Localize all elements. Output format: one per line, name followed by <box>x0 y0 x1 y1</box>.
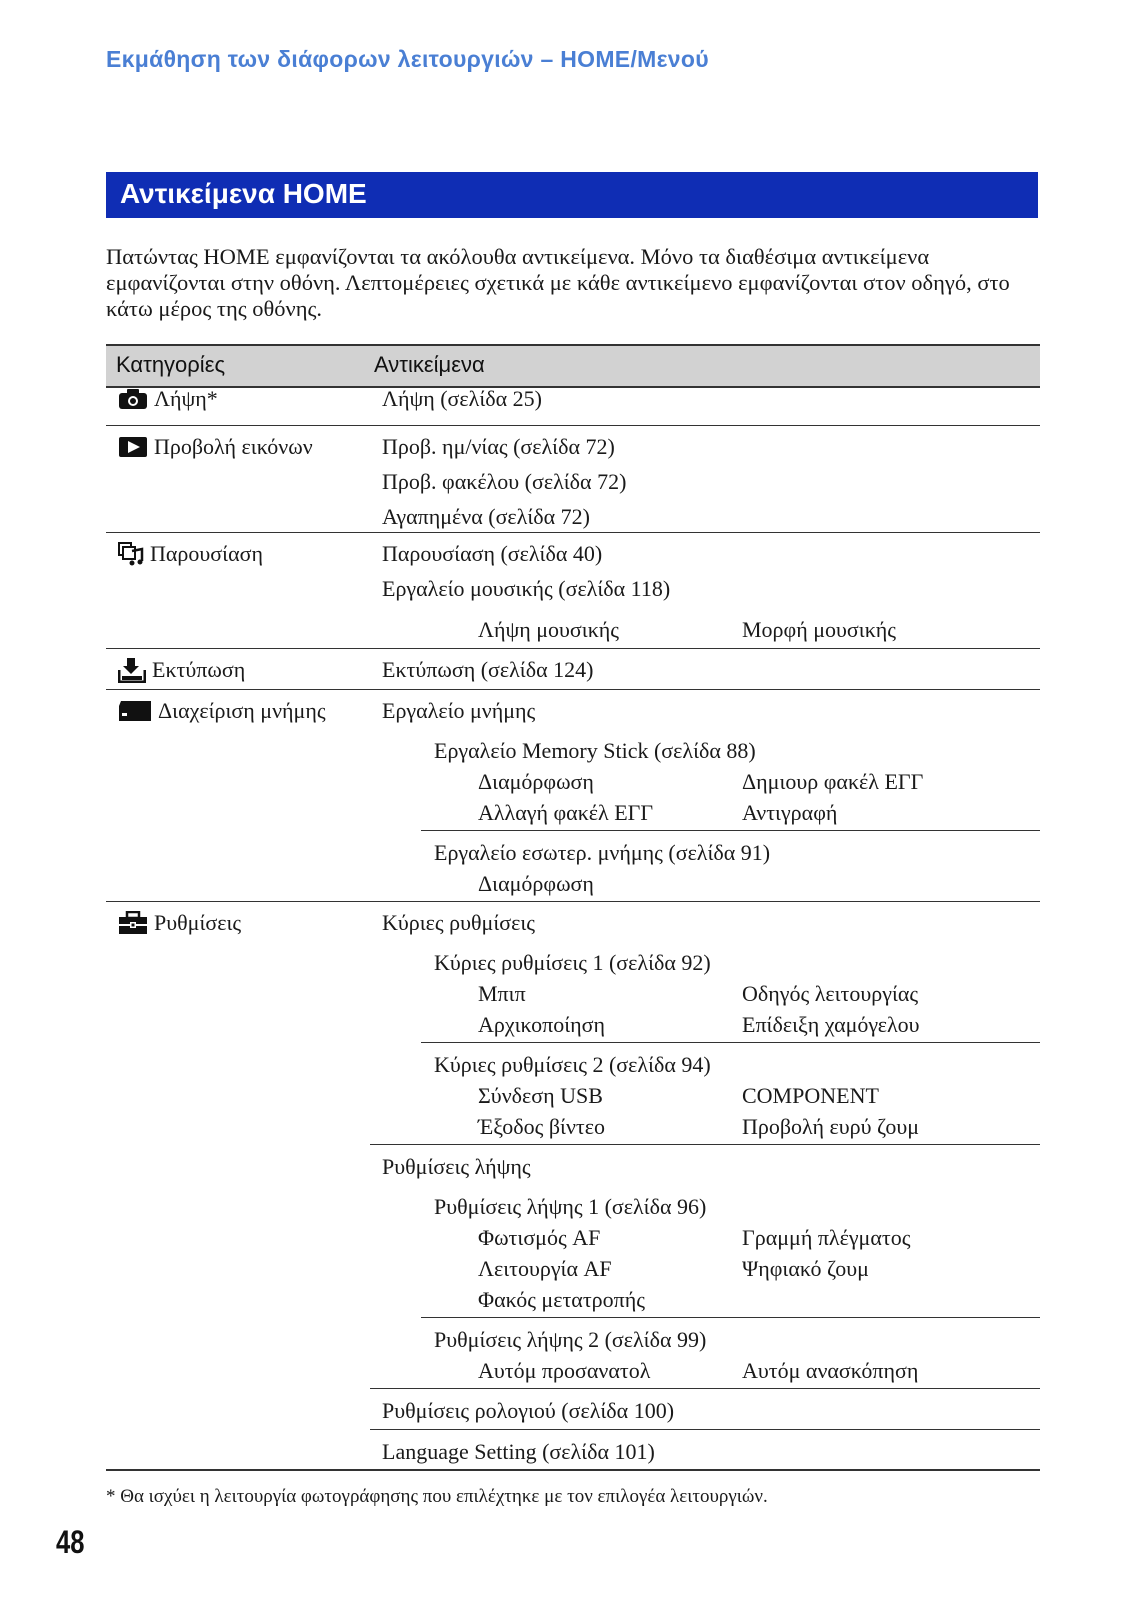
item-language-setting: Language Setting (σελίδα 101) <box>382 1439 655 1464</box>
page-number: 48 <box>56 1524 85 1560</box>
category-settings <box>118 910 241 936</box>
item-view-favorites: Αγαπημένα (σελίδα 72) <box>382 504 590 529</box>
table-header <box>106 344 1040 388</box>
item-function-guide: Οδηγός λειτουργίας <box>742 981 919 1006</box>
item-view-folder: Προβ. φακέλου (σελίδα 72) <box>382 469 627 494</box>
item-music-tool: Εργαλείο μουσικής (σελίδα 118) <box>382 576 671 601</box>
header-items: Αντικείμενα <box>374 352 485 377</box>
playback-icon <box>118 436 148 458</box>
item-digital-zoom: Ψηφιακό ζουμ <box>742 1256 869 1281</box>
item-memory-stick: Εργαλείο Memory Stick (σελίδα 88) <box>434 738 756 763</box>
item-format-internal: Διαμόρφωση <box>478 871 594 896</box>
section-header: Εκμάθηση των διάφορων λειτουργιών – HOME/Μενού <box>106 46 709 72</box>
row-divider <box>106 532 1040 533</box>
item-music-format: Μορφή μουσικής <box>742 617 897 642</box>
item-main-settings: Κύριες ρυθμίσεις <box>382 910 535 935</box>
row-divider <box>421 830 1040 831</box>
row-divider <box>106 425 1040 426</box>
toolbox-icon <box>118 911 148 935</box>
category-label: Λήψη* <box>154 386 218 411</box>
memory-card-icon <box>118 700 152 722</box>
category-print <box>118 657 245 683</box>
item-auto-review: Αυτόμ ανασκόπηση <box>742 1358 919 1383</box>
section-banner <box>106 172 1038 218</box>
row-divider <box>106 901 1040 902</box>
item-wide-zoom: Προβολή ευρύ ζουμ <box>742 1114 920 1139</box>
item-auto-orient: Αυτόμ προσανατολ <box>478 1358 651 1383</box>
category-label: Προβολή εικόνων <box>154 434 313 459</box>
category-shoot <box>118 386 218 412</box>
item-component: COMPONENT <box>742 1083 879 1108</box>
item-shooting-settings-1: Ρυθμίσεις λήψης 1 (σελίδα 96) <box>434 1194 707 1219</box>
item-format: Διαμόρφωση <box>478 769 594 794</box>
header-categories: Κατηγορίες <box>116 352 226 377</box>
category-label: Ρυθμίσεις <box>154 910 242 935</box>
item-usb-connect: Σύνδεση USB <box>478 1083 603 1108</box>
banner-title: Αντικείμενα HOME <box>120 178 367 209</box>
intro-paragraph: Πατώντας HOME εμφανίζονται τα ακόλουθα αντικείμενα. Μόνο τα διαθέσιμα αντικείμενα εμφανίζονται στην οθόνη. Λεπτομέρειες σχετικά με κάθε αντικείμενο εμφανίζονται στον οδηγό, στο κάτω μέρος της οθόνης. <box>106 244 1010 321</box>
item-shooting-settings: Ρυθμίσεις λήψης <box>382 1154 531 1179</box>
category-label: Παρουσίαση <box>150 541 263 566</box>
item-smile-demo: Επίδειξη χαμόγελου <box>742 1012 920 1037</box>
item-clock-settings: Ρυθμίσεις ρολογιού (σελίδα 100) <box>382 1398 675 1423</box>
item-print: Εκτύπωση (σελίδα 124) <box>382 657 594 682</box>
item-change-folder: Αλλαγή φακέλ ΕΓΓ <box>478 800 654 825</box>
item-slideshow: Παρουσίαση (σελίδα 40) <box>382 541 603 566</box>
row-divider <box>421 1317 1040 1318</box>
item-memory-tool: Εργαλείο μνήμης <box>382 698 536 723</box>
item-af-illuminator: Φωτισμός AF <box>478 1225 601 1250</box>
item-view-date: Προβ. ημ/νίας (σελίδα 72) <box>382 434 615 459</box>
row-divider <box>421 1042 1040 1043</box>
category-label: Διαχείριση μνήμης <box>158 698 326 723</box>
row-divider <box>106 648 1040 649</box>
row-divider <box>370 1429 1040 1430</box>
item-shoot: Λήψη (σελίδα 25) <box>382 386 542 411</box>
item-music-download: Λήψη μουσικής <box>478 617 620 642</box>
item-beep: Μπιπ <box>478 981 526 1006</box>
item-internal-memory: Εργαλείο εσωτερ. μνήμης (σελίδα 91) <box>434 840 771 865</box>
footnote: * Θα ισχύει η λειτουργία φωτογράφησης που επιλέχτηκε με τον επιλογέα λειτουργιών. <box>106 1486 768 1507</box>
item-af-mode: Λειτουργία AF <box>478 1256 612 1281</box>
item-create-folder: Δημιουρ φακέλ ΕΓΓ <box>742 769 924 794</box>
row-divider <box>370 1144 1040 1145</box>
item-initialize: Αρχικοποίηση <box>478 1012 606 1037</box>
item-shooting-settings-2: Ρυθμίσεις λήψης 2 (σελίδα 99) <box>434 1327 707 1352</box>
row-divider <box>106 689 1040 690</box>
camera-icon <box>118 388 148 410</box>
item-main-settings-2: Κύριες ρυθμίσεις 2 (σελίδα 94) <box>434 1052 711 1077</box>
slideshow-icon <box>118 542 144 566</box>
category-label: Εκτύπωση <box>152 657 246 682</box>
printer-icon <box>118 657 146 683</box>
item-grid-line: Γραμμή πλέγματος <box>742 1225 911 1250</box>
item-copy: Αντιγραφή <box>742 800 838 825</box>
category-memory <box>118 698 326 724</box>
item-video-out: Έξοδος βίντεο <box>478 1114 605 1139</box>
row-divider <box>370 1388 1040 1389</box>
item-main-settings-1: Κύριες ρυθμίσεις 1 (σελίδα 92) <box>434 950 711 975</box>
item-conversion-lens: Φακός μετατροπής <box>478 1287 645 1312</box>
category-view-images <box>118 434 313 460</box>
category-slideshow <box>118 541 263 567</box>
table-bottom-rule <box>106 1469 1040 1471</box>
